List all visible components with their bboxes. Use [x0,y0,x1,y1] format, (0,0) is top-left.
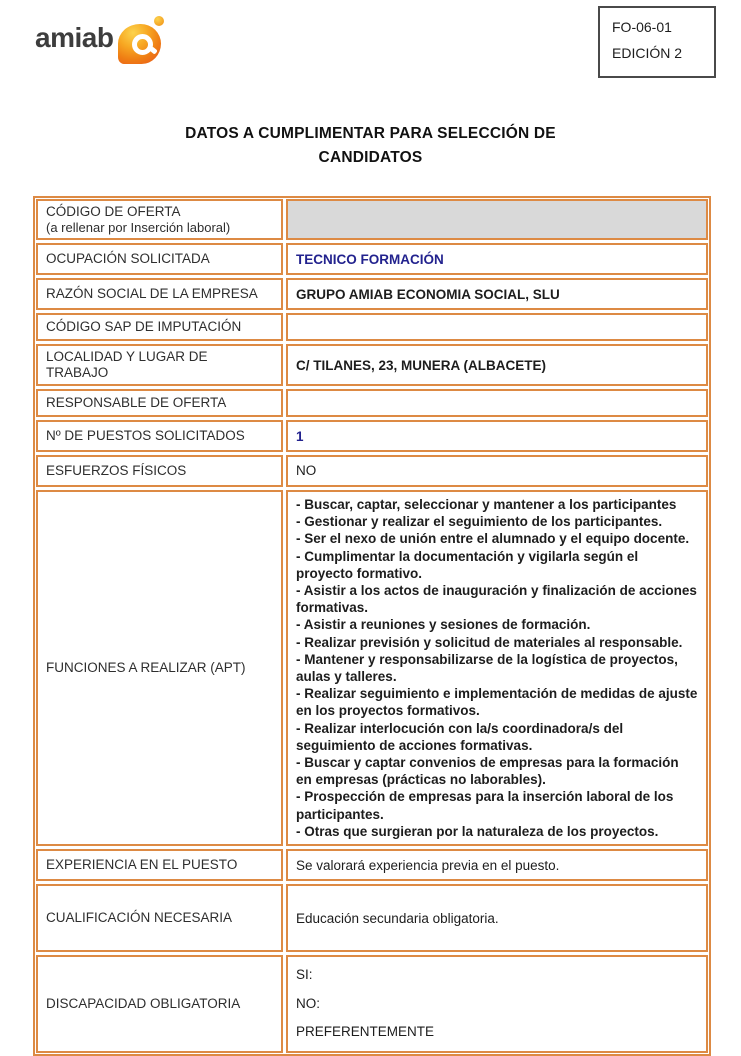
field-label-codigo-sap: CÓDIGO SAP DE IMPUTACIÓN [36,313,283,341]
field-value-localidad: C/ TILANES, 23, MUNERA (ALBACETE) [286,344,708,386]
funcion-item: - Buscar, captar, seleccionar y mantener a los participantes [296,497,677,512]
funcion-item: - Cumplimentar la documentación y vigilarla según el proyecto formativo. [296,548,639,581]
field-value-funciones [286,490,708,846]
field-label-cualificacion: CUALIFICACIÓN NECESARIA [36,884,283,952]
field-label-responsable: RESPONSABLE DE OFERTA [36,389,283,417]
field-label-localidad: LOCALIDAD Y LUGAR DE TRABAJO [36,344,283,386]
funcion-item: - Realizar seguimiento e implementación de medidas de ajuste en los proyectos formativos. [296,686,698,719]
field-value-ocupacion: TECNICO FORMACIÓN [286,243,708,275]
funcion-item: - Asistir a los actos de inauguración y finalización de acciones formativas. [296,583,697,616]
page-title-line1: DATOS A CUMPLIMENTAR PARA SELECCIÓN DE [185,125,556,142]
amiab-logo-icon [116,16,166,68]
field-label-discapacidad: DISCAPACIDAD OBLIGATORIA [36,955,283,1053]
doc-code: FO-06-01 [612,19,672,35]
field-value-esfuerzos: NO [286,455,708,487]
label-text: CÓDIGO DE OFERTA [46,204,181,219]
page-title [0,122,741,170]
discapacidad-option-no: NO: [296,995,321,1011]
field-label-num-puestos: Nº DE PUESTOS SOLICITADOS [36,420,283,452]
funcion-item: - Ser el nexo de unión entre el alumnado y el equipo docente. [296,531,690,547]
header [0,0,741,78]
doc-code-box [598,6,716,78]
field-value-num-puestos: 1 [286,420,708,452]
funcion-item: - Realizar interlocución con la/s coordinadora/s del seguimiento de acciones formativas. [296,720,624,753]
field-value-responsable [286,389,708,417]
field-value-discapacidad [286,955,708,1053]
field-label-esfuerzos: ESFUERZOS FÍSICOS [36,455,283,487]
field-value-codigo-oferta [286,199,708,240]
doc-edition: EDICIÓN 2 [612,45,683,61]
field-value-experiencia: Se valorará experiencia previa en el puesto. [286,849,708,881]
field-label-experiencia: EXPERIENCIA EN EL PUESTO [36,849,283,881]
field-value-cualificacion: Educación secundaria obligatoria. [286,884,708,952]
field-label-funciones: FUNCIONES A REALIZAR (APT) [36,490,283,846]
funcion-item: - Realizar previsión y solicitud de materiales al responsable. [296,634,683,650]
field-label-ocupacion: OCUPACIÓN SOLICITADA [36,243,283,275]
field-label-razon-social: RAZÓN SOCIAL DE LA EMPRESA [36,278,283,310]
amiab-logo-text: amiab [35,22,114,53]
funcion-item: - Prospección de empresas para la inserción laboral de los participantes. [296,789,674,822]
funcion-item: - Mantener y responsabilizarse de la logística de proyectos, aulas y talleres. [296,651,678,685]
funcion-item: - Buscar y captar convenios de empresas para la formación en empresas (prácticas no laborables). [296,755,679,788]
page-title-line2: CANDIDATOS [318,149,423,166]
label-subtext: (a rellenar por Inserción laboral) [46,220,231,235]
funcion-item: - Otras que surgieran por la naturaleza de los proyectos. [296,823,659,839]
field-value-razon-social: GRUPO AMIAB ECONOMIA SOCIAL, SLU [286,278,708,310]
discapacidad-option-preferentemente: PREFERENTEMENTE [296,1024,435,1040]
funcion-item: - Asistir a reuniones y sesiones de formación. [296,617,591,633]
field-value-codigo-sap [286,313,708,341]
discapacidad-option-si: SI: [296,967,313,983]
amiab-logo [35,16,166,68]
funcion-item: - Gestionar y realizar el seguimiento de los participantes. [296,514,663,530]
candidate-selection-table [33,196,711,1056]
field-label-codigo-oferta [36,199,283,240]
logo-dot-shape [154,16,164,26]
